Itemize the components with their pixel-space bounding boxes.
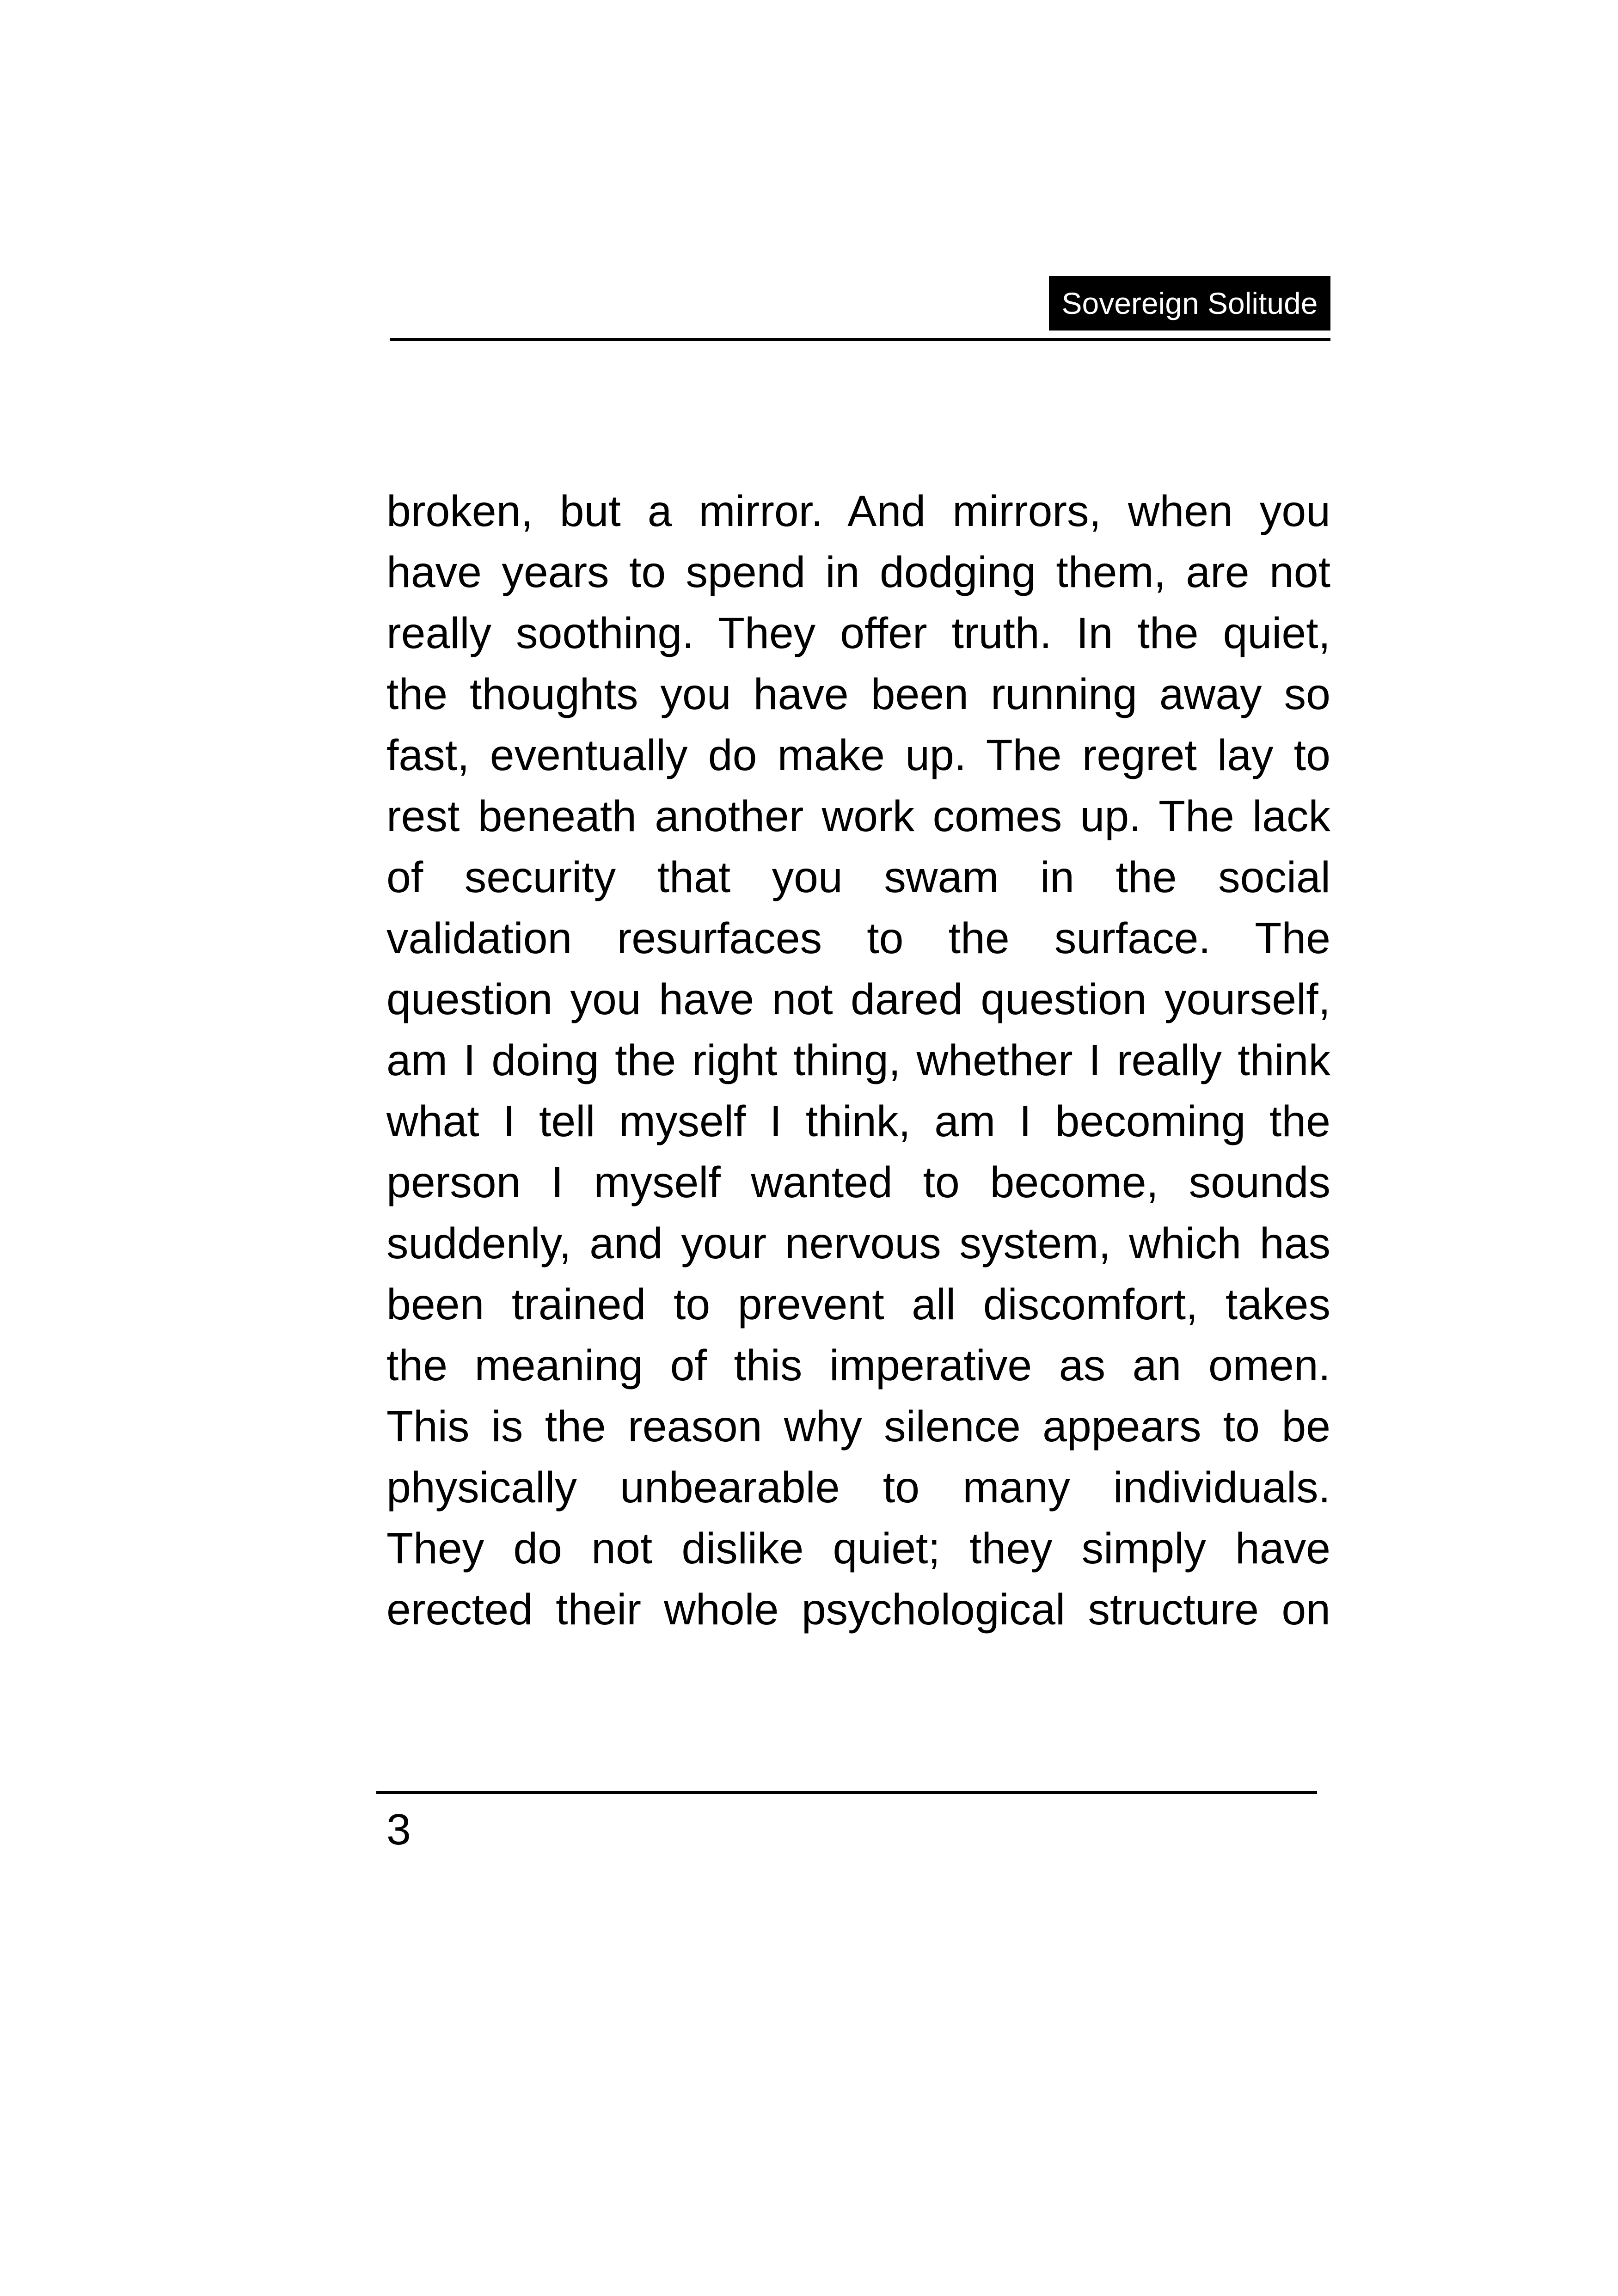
text-line: really soothing. They offer truth. In the quiet, — [386, 609, 1330, 658]
running-header-title: Sovereign Solitude — [1061, 286, 1318, 320]
text-line: erected their whole psychological structure on — [386, 1585, 1330, 1634]
text-line: of security that you swam in the social — [386, 853, 1330, 902]
text-line: They do not dislike quiet; they simply have — [386, 1524, 1330, 1573]
body-paragraph — [386, 481, 1330, 1640]
text-line: broken, but a mirror. And mirrors, when you — [386, 487, 1330, 536]
text-line: have years to spend in dodging them, are not — [386, 548, 1330, 597]
header-rule — [390, 338, 1330, 341]
page-number: 3 — [386, 1805, 411, 1854]
text-line: suddenly, and your nervous system, which has — [386, 1219, 1330, 1268]
footer-rule — [376, 1791, 1317, 1794]
text-line: question you have not dared question yourself, — [386, 975, 1330, 1024]
text-line: validation resurfaces to the surface. The — [386, 914, 1330, 963]
text-line: This is the reason why silence appears to be — [386, 1402, 1330, 1451]
text-line: what I tell myself I think, am I becoming the — [386, 1097, 1330, 1146]
text-line: physically unbearable to many individuals. — [386, 1463, 1330, 1512]
text-line: the thoughts you have been running away so — [386, 670, 1330, 719]
text-line: the meaning of this imperative as an omen. — [386, 1341, 1330, 1390]
text-line: person I myself wanted to become, sounds — [386, 1158, 1330, 1207]
text-line: fast, eventually do make up. The regret lay to — [386, 731, 1330, 780]
text-line: am I doing the right thing, whether I really think — [386, 1036, 1330, 1085]
text-line: rest beneath another work comes up. The lack — [386, 792, 1330, 841]
text-line: been trained to prevent all discomfort, takes — [386, 1280, 1330, 1329]
running-header-box — [1049, 276, 1330, 331]
